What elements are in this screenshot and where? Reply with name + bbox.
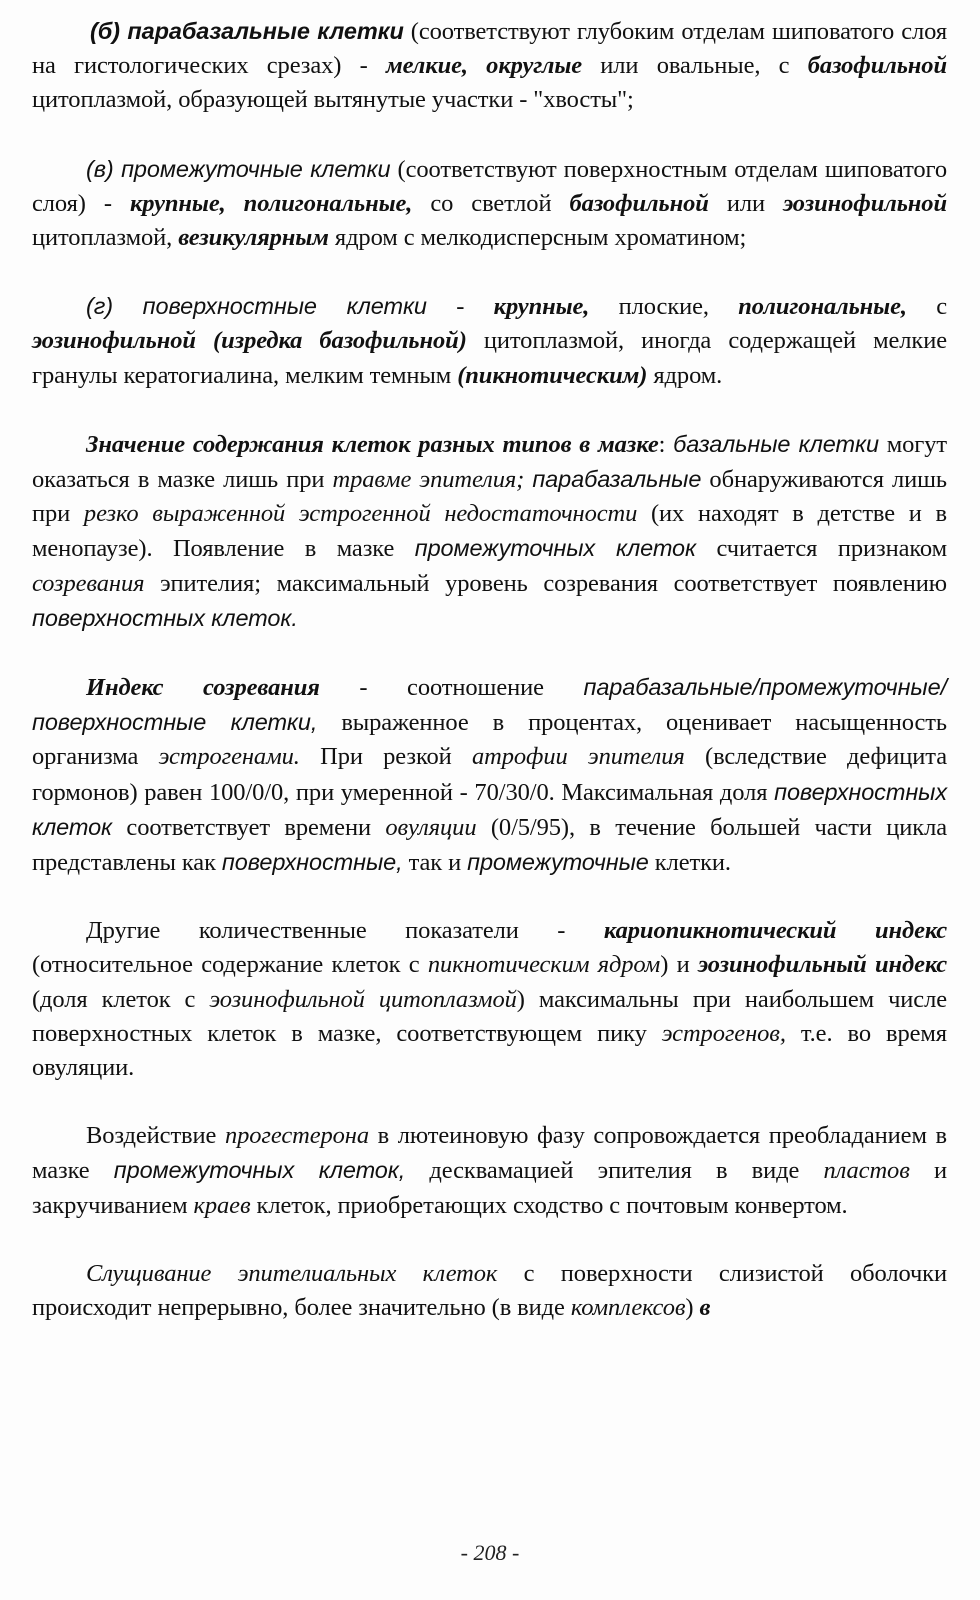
paragraph-significance bbox=[32, 427, 947, 636]
text-segment: Индекс созревания bbox=[86, 674, 320, 702]
text-segment: цитоплазмой, иногда содержащей мелкие гранулы кератогиалина, мелким темным bbox=[32, 327, 947, 389]
text-segment: промежуточных клеток, bbox=[113, 1157, 406, 1184]
text-segment: пикнотическим ядром bbox=[427, 951, 661, 979]
text-segment: кариопикнотический индекс bbox=[603, 917, 947, 945]
text-segment: (г) поверхностные клетки bbox=[86, 293, 427, 320]
text-segment: Слущивание эпителиальных клеток bbox=[86, 1259, 498, 1287]
text-segment: эозинофильной bbox=[783, 189, 947, 217]
text-segment: (б) парабазальные клетки bbox=[90, 18, 404, 44]
text-segment: эстрогенами. bbox=[158, 743, 300, 771]
text-segment: (их находят в детстве и в менопаузе). Появление в мазке bbox=[32, 500, 947, 563]
text-segment: клеток, приобретающих сходство с почтовым конвертом. bbox=[250, 1191, 848, 1219]
text-segment: обнаруживаются лишь при bbox=[32, 466, 947, 528]
text-segment: считается признаком bbox=[696, 535, 947, 563]
text-segment: т.е. во время овуляции. bbox=[32, 1019, 947, 1082]
text-segment: (0/5/95), в течение большей части цикла представлены как bbox=[32, 813, 947, 877]
text-segment: ) bbox=[685, 1294, 700, 1322]
text-segment: резко выраженной эстрогенной недостаточности bbox=[83, 500, 638, 528]
text-segment: клетки. bbox=[648, 849, 731, 877]
text-segment: со светлой bbox=[412, 189, 570, 217]
text-segment: Воздействие bbox=[86, 1122, 225, 1150]
text-segment: ядром с мелкодисперсным хроматином; bbox=[328, 224, 747, 252]
text-segment: поверхностных клеток bbox=[32, 778, 947, 840]
text-segment: базофильной bbox=[569, 189, 709, 217]
body-text bbox=[32, 14, 947, 1325]
text-segment: пластов bbox=[823, 1157, 910, 1185]
text-segment: крупные, полигональные, bbox=[129, 189, 413, 217]
text-segment: в bbox=[699, 1294, 711, 1322]
text-segment: комплексов bbox=[570, 1294, 686, 1322]
text-segment: базальные клетки bbox=[673, 430, 879, 457]
text-segment: Другие количественные показатели - bbox=[86, 917, 604, 945]
text-segment: с bbox=[906, 293, 947, 321]
text-segment: прогестерона bbox=[224, 1122, 369, 1150]
text-segment: базофильной bbox=[807, 52, 947, 80]
text-segment: ядром. bbox=[647, 361, 723, 389]
text-segment: поверхностных клеток. bbox=[32, 604, 298, 631]
text-segment: - соотношение bbox=[319, 674, 584, 702]
text-segment: эстрогенов, bbox=[661, 1019, 786, 1047]
paragraph-other-indices bbox=[32, 914, 947, 1085]
page-number: - 208 - bbox=[460, 1540, 520, 1565]
paragraph-maturation-index bbox=[32, 670, 947, 880]
text-segment: соответствует времени bbox=[112, 813, 386, 841]
text-segment: ) и bbox=[660, 951, 698, 979]
text-segment: эпителия; максимальный уровень созревания соответствует появлению bbox=[144, 569, 947, 597]
text-segment: : bbox=[658, 430, 674, 458]
text-segment: эозинофильной (изредка базофильной) bbox=[32, 327, 467, 355]
paragraph-parabasal bbox=[32, 14, 947, 118]
text-segment: атрофии эпителия bbox=[471, 743, 685, 771]
text-segment: эозинофильный индекс bbox=[697, 951, 947, 979]
paragraph-desquamation bbox=[32, 1257, 947, 1325]
text-segment: плоские, bbox=[589, 293, 739, 321]
text-segment: При резкой bbox=[299, 743, 472, 771]
text-segment: поверхностные, bbox=[221, 849, 403, 876]
text-segment: краев bbox=[193, 1191, 251, 1219]
text-segment: везикулярным bbox=[178, 224, 329, 252]
text-segment: цитоплазмой, образующей вытянутые участки - "хвосты"; bbox=[32, 86, 634, 114]
text-segment: созревания bbox=[32, 569, 145, 597]
text-segment: цитоплазмой, bbox=[32, 224, 179, 252]
text-segment: (вследствие дефицита гормонов) равен 100/0/0, при умеренной - 70/30/0. Максимальная доля bbox=[32, 743, 947, 806]
text-segment: промежуточные bbox=[467, 849, 649, 876]
text-segment: в лютеиновую фазу сопровождается преобладанием в мазке bbox=[32, 1122, 947, 1185]
text-segment: или овальные, с bbox=[582, 52, 808, 80]
text-segment: (пикнотическим) bbox=[457, 361, 648, 389]
text-segment: или bbox=[708, 189, 784, 217]
text-segment: (соответствуют глубоким отделам шиповатого слоя на гистологических срезах) - bbox=[32, 18, 947, 80]
text-segment: и закручиванием bbox=[32, 1157, 947, 1219]
text-segment: (соответствуют поверхностным отделам шиповатого слоя) - bbox=[32, 155, 947, 217]
text-segment: травме эпителия; bbox=[332, 466, 525, 494]
text-segment: парабазальные bbox=[532, 466, 702, 493]
paragraph-intermediate bbox=[32, 152, 947, 256]
text-segment: (относительное содержание клеток с bbox=[32, 951, 428, 979]
text-segment: Значение содержания клеток разных типов в мазке bbox=[86, 430, 659, 458]
text-segment: мелкие, округлые bbox=[385, 52, 583, 80]
text-segment: ) максимальны при наибольшем числе поверхностных клеток в мазке, соответствующем пику bbox=[32, 985, 947, 1047]
text-segment: могут оказаться в мазке лишь при bbox=[32, 430, 948, 494]
text-segment: (доля клеток с bbox=[32, 985, 210, 1013]
text-segment: овуляции bbox=[385, 813, 477, 841]
paragraph-superficial bbox=[32, 289, 947, 393]
text-segment: (в) промежуточные клетки bbox=[86, 155, 391, 182]
text-segment: десквамацией эпителия в виде bbox=[405, 1157, 824, 1185]
text-segment: - bbox=[426, 293, 494, 321]
text-segment: крупные, bbox=[493, 293, 590, 321]
text-segment: выраженное в процентах, оценивает насыщенность организма bbox=[32, 709, 947, 771]
text-segment: парабазальные/промежуточные/поверхностные клетки, bbox=[32, 674, 947, 736]
text-segment: эозинофильной цитоплазмой bbox=[209, 985, 517, 1013]
text-segment: полигональные, bbox=[738, 293, 907, 321]
text-segment: промежуточных клеток bbox=[414, 535, 697, 562]
text-segment: с поверхности слизистой оболочки происходит непрерывно, более значительно (в виде bbox=[32, 1259, 948, 1322]
text-segment: так и bbox=[402, 849, 468, 877]
paragraph-progesterone bbox=[32, 1119, 947, 1223]
